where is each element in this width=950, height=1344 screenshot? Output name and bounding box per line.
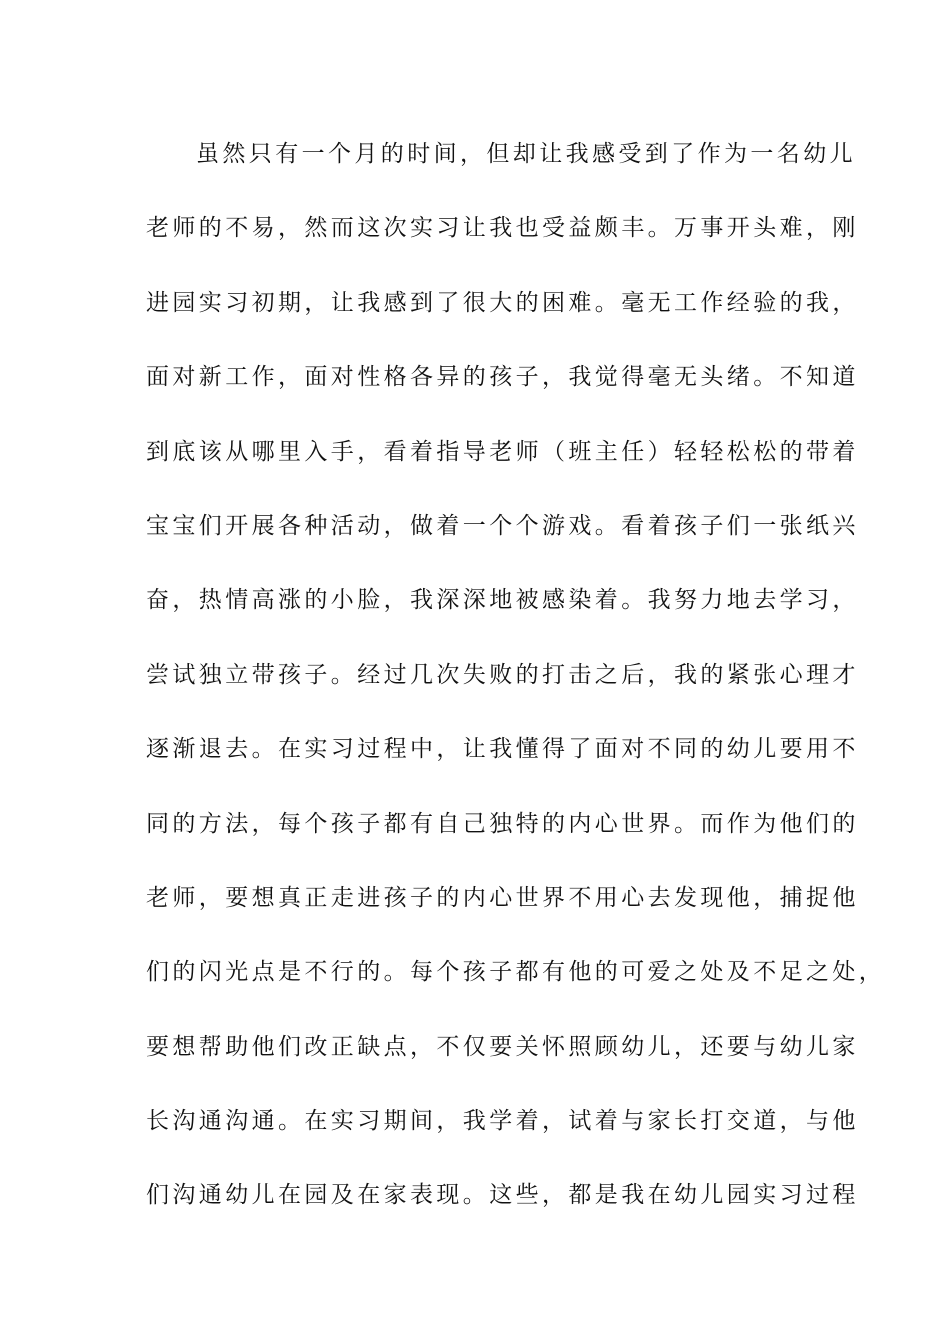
text-line-13: 要想帮助他们改正缺点，不仅要关怀照顾幼儿，还要与幼儿家	[146, 1033, 859, 1060]
text-line-1: 虽然只有一个月的时间，但却让我感受到了作为一名幼儿	[196, 141, 856, 167]
body-paragraph	[146, 133, 886, 1249]
text-line-12: 们的闪光点是不行的。每个孩子都有他的可爱之处及不足之处，	[146, 959, 886, 986]
text-line-15: 们沟通幼儿在园及在家表现。这些，都是我在幼儿园实习过程	[146, 1182, 859, 1209]
text-line-5: 到底该从哪里入手，看着指导老师（班主任）轻轻松松的带着	[146, 438, 859, 465]
text-line-14: 长沟通沟通。在实习期间，我学着，试着与家长打交道，与他	[146, 1108, 859, 1135]
text-line-11: 老师，要想真正走进孩子的内心世界不用心去发现他，捕捉他	[146, 884, 859, 911]
text-line-3: 进园实习初期，让我感到了很大的困难。毫无工作经验的我，	[146, 289, 859, 316]
text-line-9: 逐渐退去。在实习过程中，让我懂得了面对不同的幼儿要用不	[146, 736, 859, 763]
text-line-10: 同的方法，每个孩子都有自己独特的内心世界。而作为他们的	[146, 810, 859, 837]
text-line-7: 奋，热情高涨的小脸，我深深地被感染着。我努力地去学习，	[146, 587, 859, 614]
text-line-6: 宝宝们开展各种活动，做着一个个游戏。看着孩子们一张纸兴	[146, 512, 859, 539]
text-line-2: 老师的不易，然而这次实习让我也受益颇丰。万事开头难，刚	[146, 215, 859, 242]
text-line-4: 面对新工作，面对性格各异的孩子，我觉得毫无头绪。不知道	[146, 364, 859, 391]
text-line-8: 尝试独立带孩子。经过几次失败的打击之后，我的紧张心理才	[146, 661, 859, 688]
